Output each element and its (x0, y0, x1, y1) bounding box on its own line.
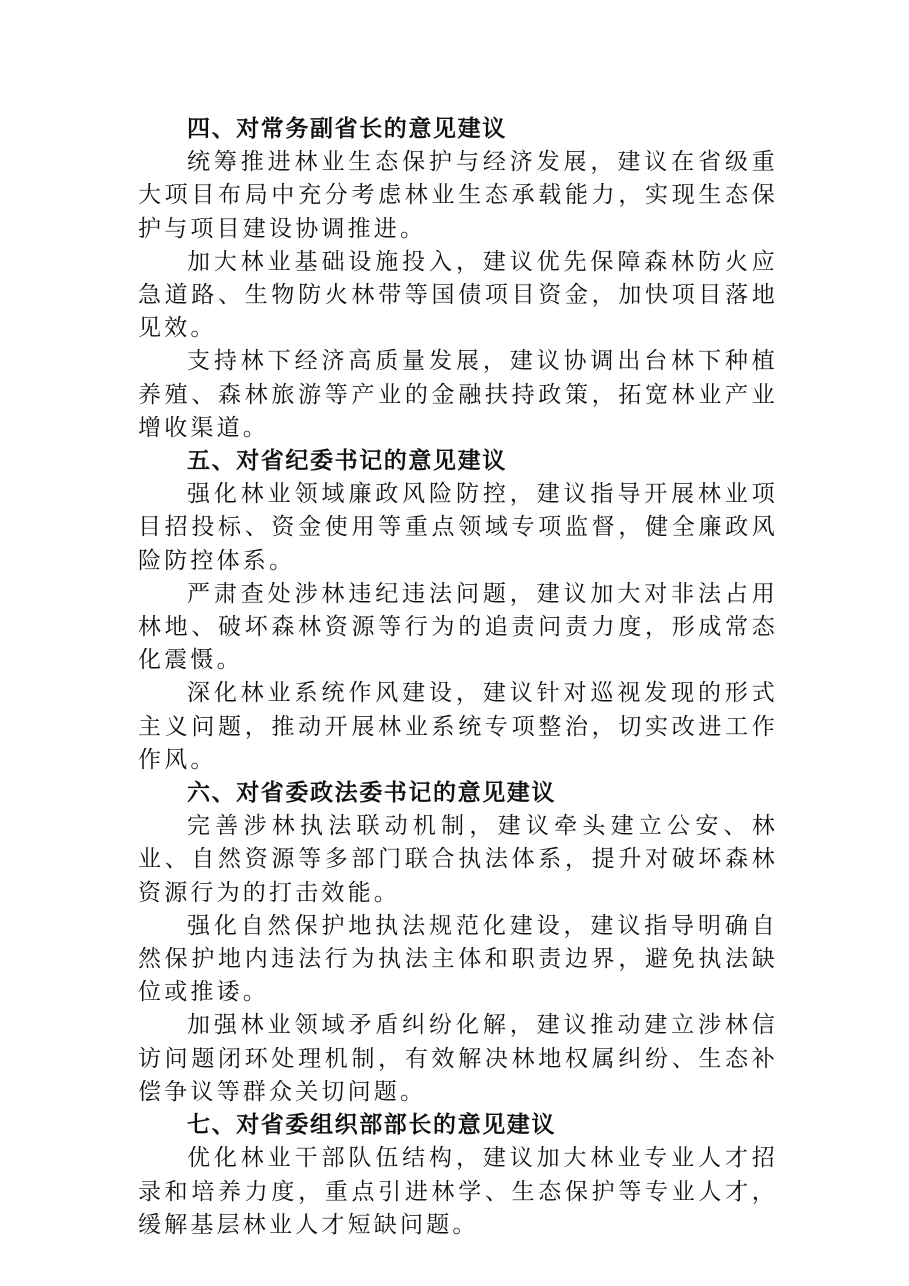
paragraph: 深化林业系统作风建设，建议针对巡视发现的形式主义问题，推动开展林业系统专项整治，切实改进工作作风。 (138, 680, 778, 773)
section-heading-5: 五、对省纪委书记的意见建议 (187, 448, 507, 475)
section-heading-7: 七、对省委组织部部长的意见建议 (187, 1112, 556, 1139)
paragraph: 支持林下经济高质量发展，建议协调出台林下种植养殖、森林旅游等产业的金融扶持政策，拓宽林业产业增收渠道。 (138, 348, 778, 441)
section-heading-6: 六、对省委政法委书记的意见建议 (187, 780, 556, 807)
document-body (138, 113, 778, 1242)
paragraph: 强化林业领域廉政风险防控，建议指导开展林业项目招投标、资金使用等重点领域专项监督，健全廉政风险防控体系。 (138, 481, 778, 574)
paragraph: 严肃查处涉林违纪违法问题，建议加大对非法占用林地、破坏森林资源等行为的追责问责力度，形成常态化震慑。 (138, 580, 778, 674)
paragraph: 强化自然保护地执法规范化建设，建议指导明确自然保护地内违法行为执法主体和职责边界，避免执法缺位或推诿。 (138, 912, 778, 1006)
paragraph: 加大林业基础设施投入，建议优先保障森林防火应急道路、生物防火林带等国债项目资金，加快项目落地见效。 (138, 248, 778, 342)
paragraph: 加强林业领域矛盾纠纷化解，建议推动建立涉林信访问题闭环处理机制，有效解决林地权属纠纷、生态补偿争议等群众关切问题。 (138, 1012, 778, 1105)
paragraph: 完善涉林执法联动机制，建议牵头建立公安、林业、自然资源等多部门联合执法体系，提升对破坏森林资源行为的打击效能。 (138, 813, 778, 906)
section-heading-4: 四、对常务副省长的意见建议 (187, 116, 507, 142)
paragraph: 统筹推进林业生态保护与经济发展，建议在省级重大项目布局中充分考虑林业生态承载能力，实现生态保护与项目建设协调推进。 (138, 149, 778, 242)
paragraph: 优化林业干部队伍结构，建议加大林业专业人才招录和培养力度，重点引进林学、生态保护等专业人才，缓解基层林业人才短缺问题。 (138, 1145, 778, 1238)
